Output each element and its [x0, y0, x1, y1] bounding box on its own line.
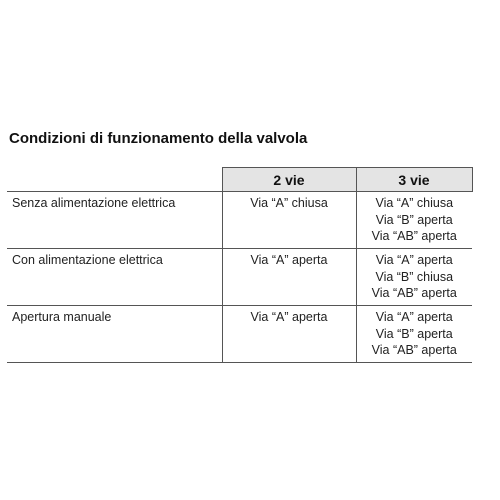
three-way-state-ab: Via “AB” aperta [371, 286, 457, 300]
three-way-state-a: Via “A” chiusa [375, 196, 454, 210]
three-way-states [356, 192, 472, 249]
three-way-state-b: Via “B” aperta [375, 326, 453, 341]
table-row [7, 249, 472, 306]
header-3-vie: 3 vie [356, 168, 472, 192]
condition-label: Apertura manuale [7, 306, 222, 363]
two-way-state: Via “A” aperta [222, 306, 356, 363]
table-header-row [7, 168, 472, 192]
two-way-state: Via “A” aperta [222, 249, 356, 306]
table-row [7, 192, 472, 249]
header-blank-cell [7, 168, 222, 192]
two-way-state: Via “A” chiusa [222, 192, 356, 249]
three-way-state-b: Via “B” chiusa [375, 269, 454, 284]
three-way-state-a: Via “A” aperta [375, 253, 453, 267]
three-way-state-b: Via “B” aperta [375, 212, 453, 227]
valve-conditions-table [7, 167, 473, 363]
three-way-state-ab: Via “AB” aperta [371, 229, 457, 243]
condition-label: Con alimentazione elettrica [7, 249, 222, 306]
three-way-states [356, 306, 472, 363]
condition-label: Senza alimentazione elettrica [7, 192, 222, 249]
header-2-vie: 2 vie [222, 168, 356, 192]
three-way-state-ab: Via “AB” aperta [371, 343, 457, 357]
table-row [7, 306, 472, 363]
three-way-state-a: Via “A” aperta [375, 310, 453, 324]
page-title: Condizioni di funzionamento della valvola [9, 130, 308, 147]
three-way-states [356, 249, 472, 306]
